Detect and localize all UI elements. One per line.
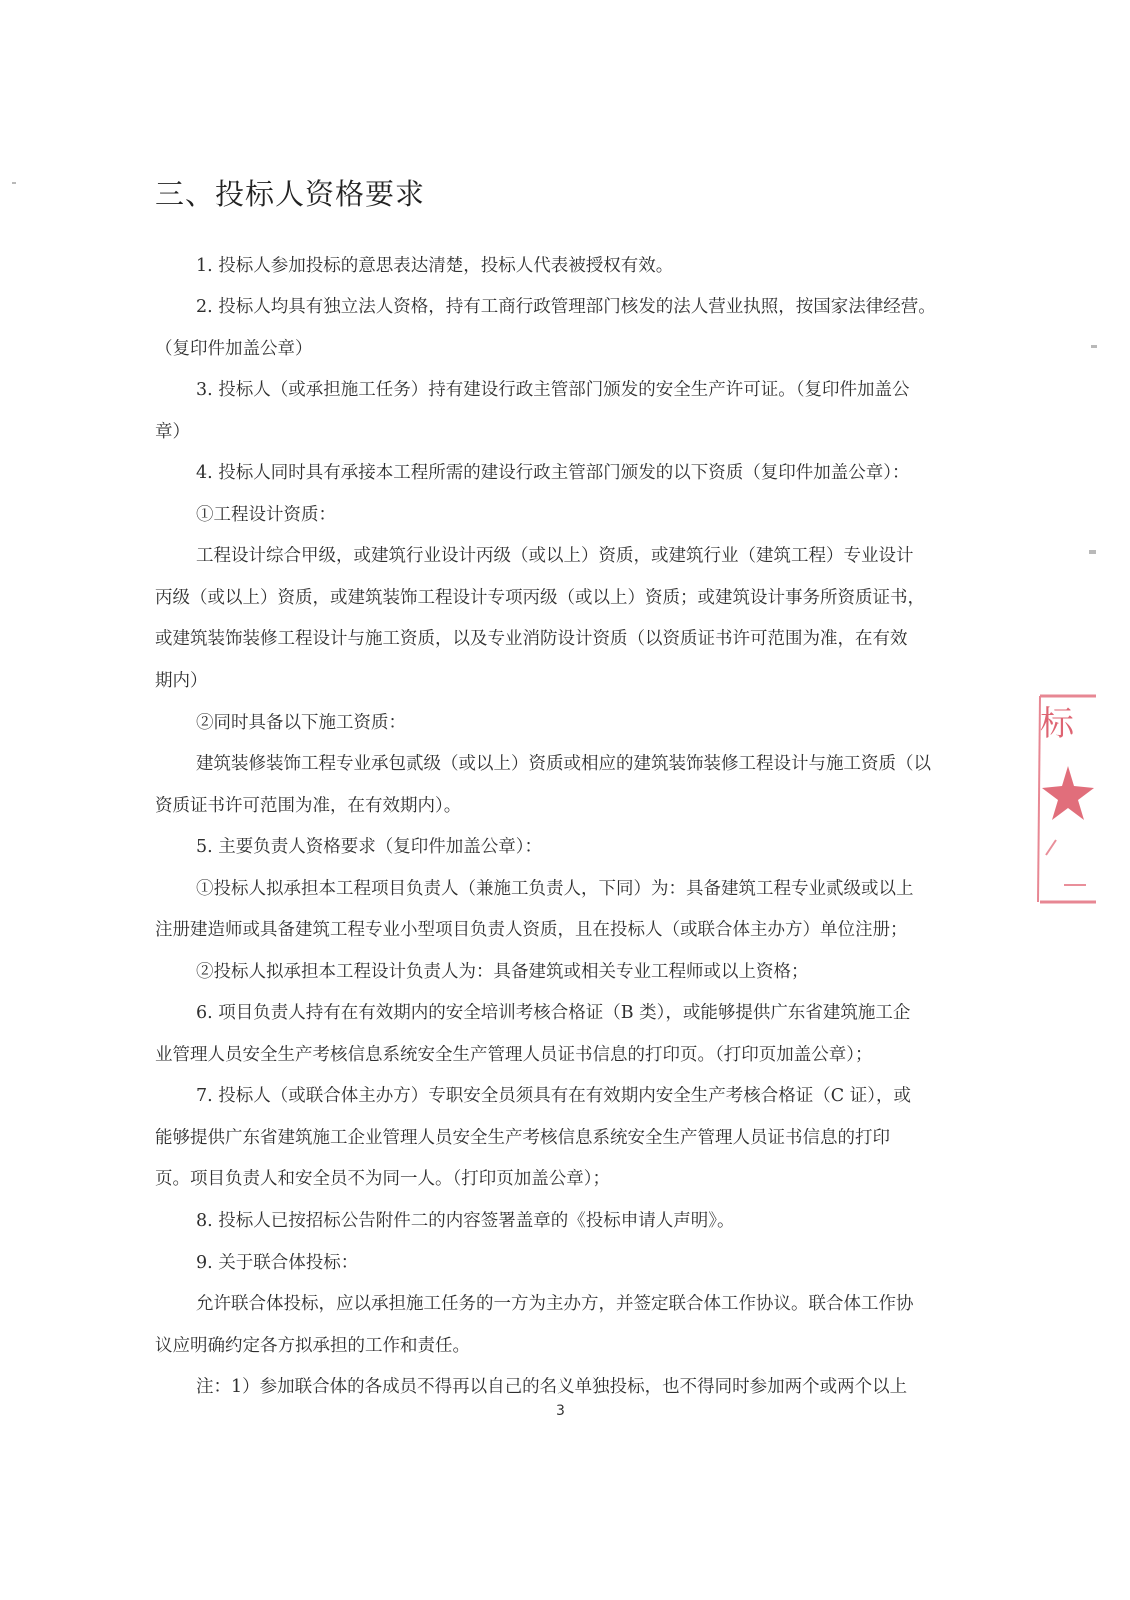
scan-mark: [1091, 345, 1097, 348]
paragraph-line: 能够提供广东省建筑施工企业管理人员安全生产考核信息系统安全生产管理人员证书信息的打印: [155, 1128, 890, 1148]
paragraph-line: 页。项目负责人和安全员不为同一人。（打印页加盖公章）；: [155, 1169, 610, 1189]
seal-character: 标: [1040, 704, 1074, 744]
paragraph-line: 议应明确约定各方拟承担的工作和责任。: [155, 1336, 470, 1356]
paragraph-line: 注：1）参加联合体的各成员不得再以自己的名义单独投标，也不得同时参加两个或两个以上: [196, 1377, 908, 1397]
paragraph-line: ②同时具备以下施工资质：: [196, 713, 406, 733]
paragraph-line: 允许联合体投标，应以承担施工任务的一方为主办方，并签定联合体工作协议。联合体工作协: [196, 1294, 914, 1314]
paragraph-line: 注册建造师或具备建筑工程专业小型项目负责人资质，且在投标人（或联合体主办方）单位注册；: [155, 920, 908, 940]
paragraph-line: 丙级（或以上）资质，或建筑装饰工程设计专项丙级（或以上）资质；或建筑设计事务所资质证书，: [155, 588, 925, 608]
paragraph-line: 6. 项目负责人持有在有效期内的安全培训考核合格证（B 类），或能够提供广东省建筑施工企: [196, 1003, 911, 1023]
scan-mark: [12, 182, 16, 184]
section-title: 三、投标人资格要求: [155, 177, 426, 211]
paragraph-line: （复印件加盖公章）: [155, 339, 313, 359]
paragraph-line: 期内）: [155, 671, 208, 691]
paragraph-line: 7. 投标人（或联合体主办方）专职安全员须具有在有效期内安全生产考核合格证（C 证），或: [196, 1086, 911, 1106]
paragraph-line: 9. 关于联合体投标：: [196, 1253, 359, 1273]
paragraph-line: 工程设计综合甲级，或建筑行业设计丙级（或以上）资质，或建筑行业（建筑工程）专业设计: [196, 546, 914, 566]
official-seal: [1036, 690, 1096, 910]
paragraph-line: 4. 投标人同时具有承接本工程所需的建设行政主管部门颁发的以下资质（复印件加盖公章）：: [196, 463, 910, 483]
paragraph-line: 业管理人员安全生产考核信息系统安全生产管理人员证书信息的打印页。（打印页加盖公章）；: [155, 1045, 873, 1065]
paragraph-line: ①工程设计资质：: [196, 505, 336, 525]
paragraph-line: 5. 主要负责人资格要求（复印件加盖公章）：: [196, 837, 543, 857]
paragraph-line: ①投标人拟承担本工程项目负责人（兼施工负责人，下同）为：具备建筑工程专业贰级或以上: [196, 879, 914, 899]
scan-mark: [1089, 550, 1096, 554]
paragraph-line: 2. 投标人均具有独立法人资格，持有工商行政管理部门核发的法人营业执照，按国家法律经营。: [196, 297, 936, 317]
page-number: 3: [556, 1403, 565, 1419]
paragraph-line: 1. 投标人参加投标的意思表达清楚，投标人代表被授权有效。: [196, 256, 674, 276]
paragraph-line: 或建筑装饰装修工程设计与施工资质，以及专业消防设计资质（以资质证书许可范围为准，在有效: [155, 629, 908, 649]
paragraph-line: ②投标人拟承担本工程设计负责人为：具备建筑或相关专业工程师或以上资格；: [196, 962, 809, 982]
paragraph-line: 章）: [155, 422, 190, 442]
paragraph-line: 3. 投标人（或承担施工任务）持有建设行政主管部门颁发的安全生产许可证。（复印件加盖公: [196, 380, 910, 400]
paragraph-line: 8. 投标人已按招标公告附件二的内容签署盖章的《投标申请人声明》。: [196, 1211, 735, 1231]
paragraph-line: 资质证书许可范围为准，在有效期内）。: [155, 796, 462, 816]
paragraph-line: 建筑装修装饰工程专业承包贰级（或以上）资质或相应的建筑装饰装修工程设计与施工资质（以: [196, 754, 931, 774]
